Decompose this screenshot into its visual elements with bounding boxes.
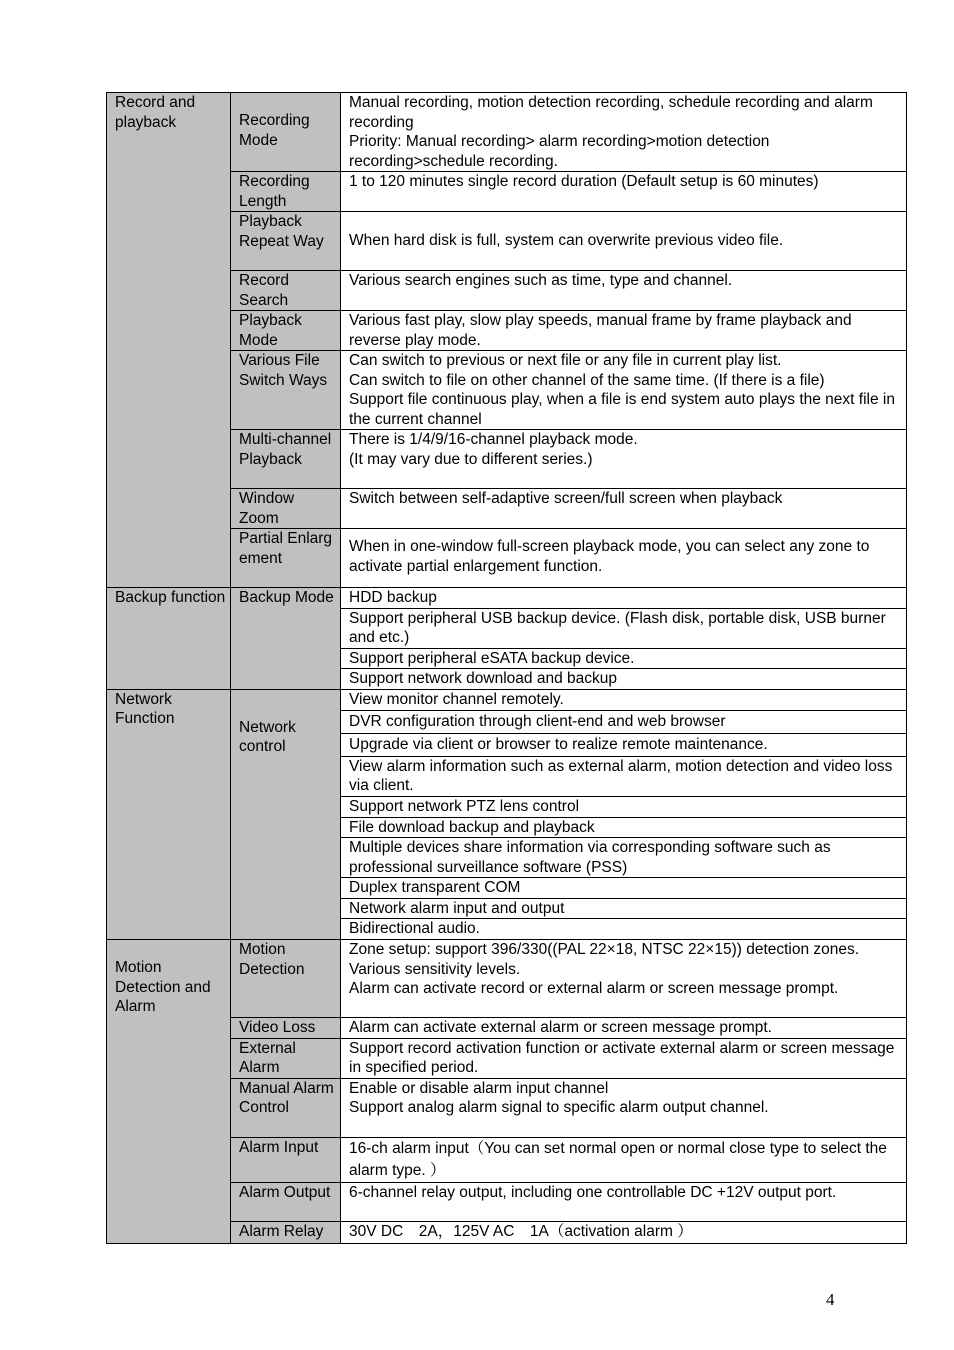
feature-name: Various File Switch Ways xyxy=(231,351,341,430)
feature-desc xyxy=(341,311,907,351)
feature-desc: Duplex transparent COM xyxy=(341,878,907,899)
desc-line: Support file continuous play, when a file is end system auto plays the next file in the current channel xyxy=(349,391,895,428)
feature-desc xyxy=(341,172,907,212)
desc-line: Support analog alarm signal to specific alarm output channel. xyxy=(349,1099,769,1116)
feature-desc xyxy=(341,940,907,1018)
desc-line: Support record activation function or activate external alarm or screen message in specified period. xyxy=(349,1039,895,1076)
feature-desc: Bidirectional audio. xyxy=(341,919,907,940)
desc-line: Can switch to file on other channel of the same time. (If there is a file) xyxy=(349,371,825,389)
feature-name: Partial Enlargement xyxy=(231,529,341,588)
desc-line: 1 to 120 minutes single record duration (Default setup is 60 minutes) xyxy=(349,173,819,190)
desc-line: Can switch to previous or next file or any file in current play list. xyxy=(349,352,782,369)
table-row xyxy=(107,588,907,609)
category-cell xyxy=(107,689,231,940)
feature-desc: Support network PTZ lens control xyxy=(341,796,907,817)
desc-line: Switch between self-adaptive screen/full screen when playback xyxy=(349,490,783,507)
feature-desc: File download backup and playback xyxy=(341,817,907,838)
feature-name: Manual Alarm Control xyxy=(231,1078,341,1137)
feature-desc: Support peripheral eSATA backup device. xyxy=(341,648,907,669)
desc-line: Priority: Manual recording> alarm recording>motion detection recording>schedule recording. xyxy=(349,133,770,170)
desc-line: Enable or disable alarm input channel xyxy=(349,1079,609,1097)
feature-desc xyxy=(341,1182,907,1221)
desc-line: Alarm can activate record or external alarm or screen message prompt. xyxy=(349,980,839,997)
desc-line: Alarm can activate external alarm or screen message prompt. xyxy=(349,1019,772,1036)
page-number: 4 xyxy=(826,1290,835,1309)
feature-desc: HDD backup xyxy=(341,588,907,609)
desc-line: Manual recording, motion detection recording, schedule recording and alarm recording xyxy=(349,94,873,131)
desc-line: 6-channel relay output, including one controllable DC +12V output port. xyxy=(349,1183,837,1201)
category-cell xyxy=(107,940,231,1244)
feature-name: Record Search xyxy=(231,271,341,311)
feature-desc xyxy=(341,271,907,311)
category-cell xyxy=(107,93,231,588)
feature-desc xyxy=(341,1038,907,1078)
feature-desc: Support network download and backup xyxy=(341,669,907,690)
desc-line: 16-ch alarm input（You can set normal open or normal close type to select the alarm type. ） xyxy=(349,1139,887,1179)
category-label: Network Function xyxy=(115,690,175,727)
feature-desc xyxy=(341,1018,907,1039)
feature-desc xyxy=(341,212,907,271)
desc-line: (It may vary due to different series.) xyxy=(349,450,593,468)
feature-name: Video Loss xyxy=(231,1018,341,1039)
category-label: Backup function xyxy=(115,589,226,606)
feature-name: External Alarm xyxy=(231,1038,341,1078)
feature-desc: Support peripheral USB backup device. (Flash disk, portable disk, USB burner and etc.) xyxy=(341,608,907,648)
feature-desc: View alarm information such as external alarm, motion detection and video loss via client. xyxy=(341,756,907,796)
feature-desc xyxy=(341,1137,907,1182)
desc-line: Various sensitivity levels. xyxy=(349,960,521,978)
feature-desc xyxy=(341,529,907,588)
feature-name: Multi-channel Playback xyxy=(231,430,341,489)
desc-line: When in one-window full-screen playback mode, you can select any zone to activate partial enlargement function. xyxy=(349,538,870,575)
table-row xyxy=(107,940,907,1018)
feature-desc xyxy=(341,430,907,489)
feature-desc xyxy=(341,351,907,430)
desc-line: There is 1/4/9/16-channel playback mode. xyxy=(349,431,638,448)
feature-desc: Network alarm input and output xyxy=(341,898,907,919)
table-row xyxy=(107,689,907,710)
feature-name: Motion Detection xyxy=(231,940,341,1018)
feature-name: Alarm Relay xyxy=(231,1221,341,1243)
spec-table xyxy=(106,92,907,1244)
feature-name: Recording Length xyxy=(231,172,341,212)
table-row xyxy=(107,93,907,172)
feature-desc: Upgrade via client or browser to realize remote maintenance. xyxy=(341,733,907,756)
feature-desc xyxy=(341,1221,907,1243)
feature-name: Window Zoom xyxy=(231,489,341,529)
feature-name: Alarm Input xyxy=(231,1137,341,1182)
feature-desc xyxy=(341,93,907,172)
category-label: Record and playback xyxy=(115,94,196,131)
desc-line: When hard disk is full, system can overwrite previous video file. xyxy=(349,232,784,250)
desc-line: 30V DC 2A，125V AC 1A（activation alarm ） xyxy=(349,1223,693,1241)
feature-desc: Multiple devices share information via corresponding software such as professional surveillance software (PSS) xyxy=(341,838,907,878)
feature-name: Network control xyxy=(231,689,341,940)
feature-name: Playback Repeat Way xyxy=(231,212,341,271)
feature-name: Alarm Output xyxy=(231,1182,341,1221)
feature-name: Recording Mode xyxy=(231,93,341,172)
feature-name: Playback Mode xyxy=(231,311,341,351)
desc-line: Various search engines such as time, type and channel. xyxy=(349,272,733,289)
feature-desc: View monitor channel remotely. xyxy=(341,689,907,710)
desc-line: Various fast play, slow play speeds, manual frame by frame playback and reverse play mode. xyxy=(349,312,852,349)
feature-name: Backup Mode xyxy=(231,588,341,690)
category-label: Motion Detection and Alarm xyxy=(115,959,211,1015)
category-cell xyxy=(107,588,231,690)
feature-desc xyxy=(341,489,907,529)
desc-line: Zone setup: support 396/330((PAL 22×18, NTSC 22×15)) detection zones. xyxy=(349,941,860,958)
feature-desc xyxy=(341,1078,907,1137)
feature-desc: DVR configuration through client-end and web browser xyxy=(341,710,907,733)
